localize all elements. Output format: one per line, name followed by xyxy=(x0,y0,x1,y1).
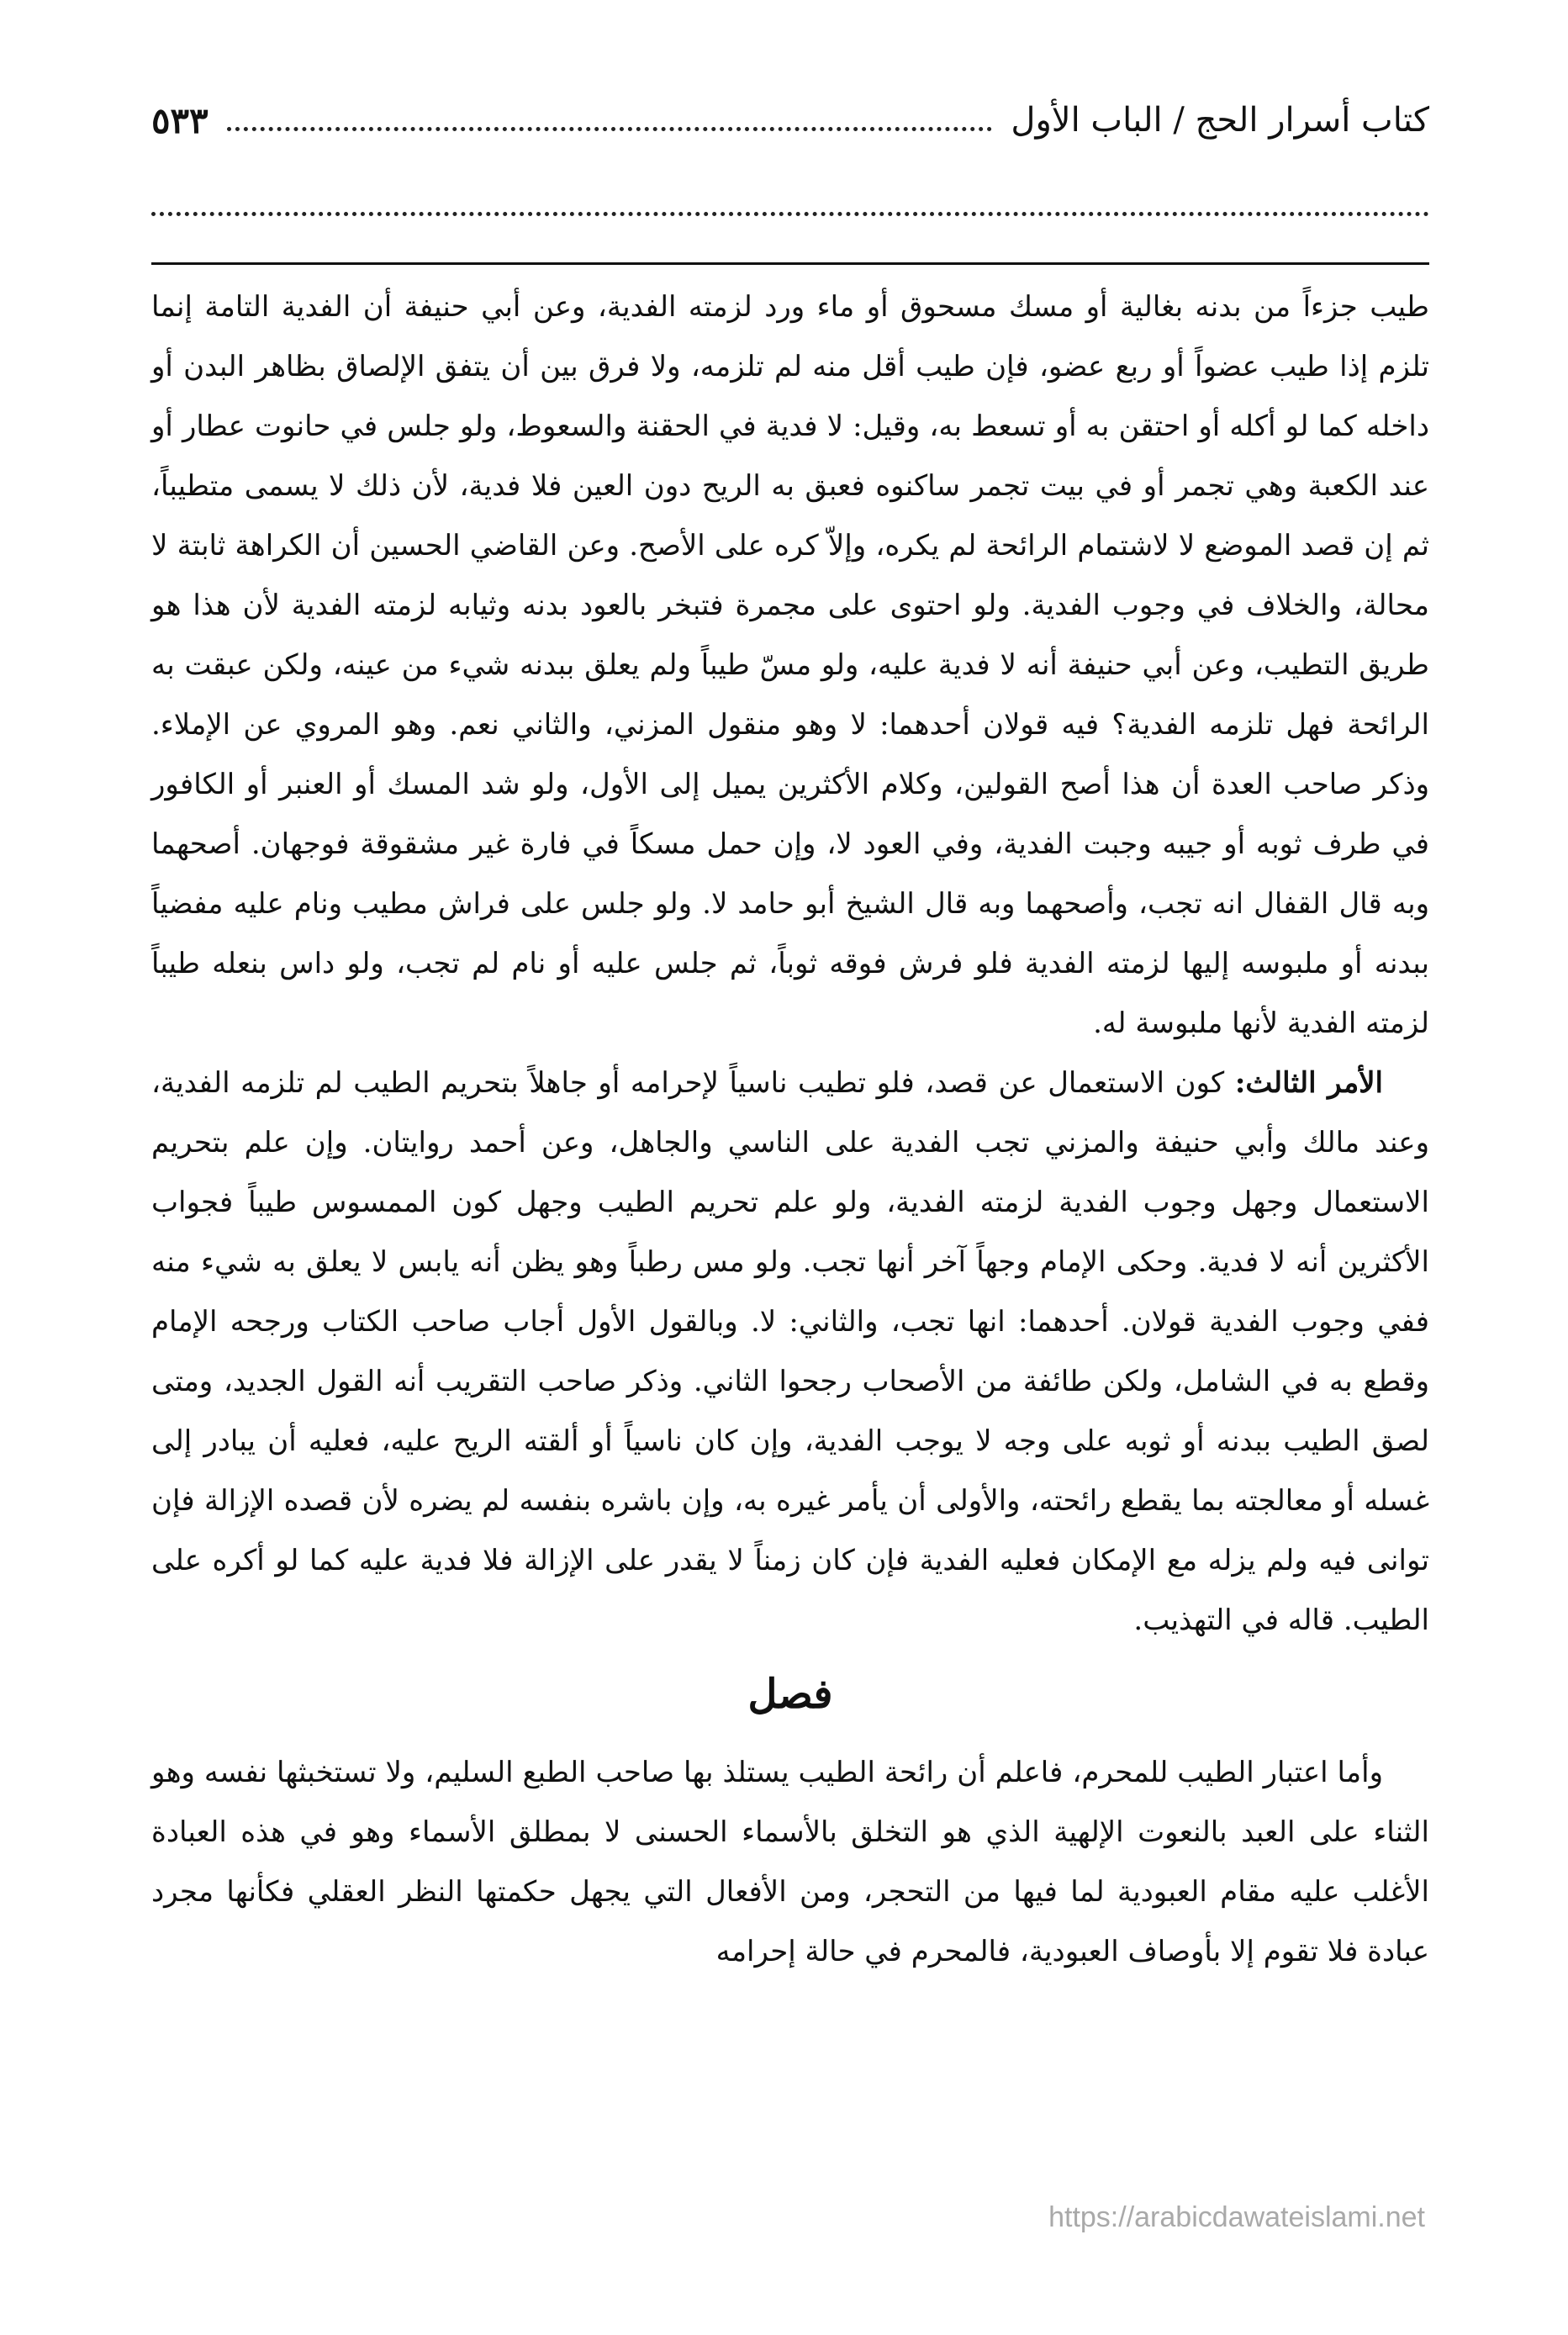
header-rule xyxy=(151,262,1429,265)
paragraph-2-text: كون الاستعمال عن قصد، فلو تطيب ناسياً لإحرامه أو جاهلاً بتحريم الطيب لم تلزمه الفدية، وعند مالك وأبي حنيفة والمزني تجب الفدية على الناسي والجاهل، وعن أحمد روايتان. وإن علم بتحريم الاستعمال وجهل وجوب الفدية لزمته الفدية، ولو علم تحريم الطيب وجهل كون الممسوس طيباً فجواب الأكثرين أنه لا فدية. وحكى الإمام وجهاً آخر أنها تجب. ولو مس رطباً وهو يظن أنه يابس لا يعلق به شيء منه ففي وجوب الفدية قولان. أحدهما: انها تجب، والثاني: لا. وبالقول الأول أجاب صاحب الكتاب ورجحه الإمام وقطع به في الشامل، ولكن طائفة من الأصحاب رجحوا الثاني. وذكر صاحب التقريب أنه القول الجديد، ومتى لصق الطيب ببدنه أو ثوبه على وجه لا يوجب الفدية، وإن كان ناسياً أو ألقته الريح عليه، فعليه أن يبادر إلى غسله أو معالجته بما يقطع رائحته، والأولى أن يأمر غيره به، وإن باشره بنفسه لم يضره لأن قصده الإزالة فإن توانى فيه ولم يزله مع الإمكان فعليه الفدية فإن كان زمناً لا يقدر على الإزالة فلا فدية عليه كما لو أكره على الطيب. قاله في التهذيب. xyxy=(151,1066,1429,1637)
header-dot-leader xyxy=(227,127,993,131)
paragraph-1: طيب جزءاً من بدنه بغالية أو مسك مسحوق أو ماء ورد لزمته الفدية، وعن أبي حنيفة أن الفدية التامة إنما تلزم إذا طيب عضواً أو ربع عضو، فإن طيب أقل منه لم تلزمه، ولا فرق بين أن يتفق الإلصاق بظاهر البدن أو داخله كما لو أكله أو احتقن به أو تسعط به، وقيل: لا فدية في الحقنة والسعوط، ولو جلس في حانوت عطار أو عند الكعبة وهي تجمر أو في بيت تجمر ساكنوه فعبق به الريح دون العين فلا فدية، لأن ذلك لا يسمى متطيباً، ثم إن قصد الموضع لا لاشتمام الرائحة لم يكره، وإلاّ كره على الأصح. وعن القاضي الحسين أن الكراهة ثابتة لا محالة، والخلاف في وجوب الفدية. ولو احتوى على مجمرة فتبخر بالعود بدنه وثيابه لزمته الفدية لأن هذا هو طريق التطيب، وعن أبي حنيفة أنه لا فدية عليه، ولو مسّ طيباً ولم يعلق ببدنه شيء من عينه، ولكن عبقت به الرائحة فهل تلزمه الفدية؟ فيه قولان أحدهما: لا وهو منقول المزني، والثاني نعم. وهو المروي عن الإملاء. وذكر صاحب العدة أن هذا أصح القولين، وكلام الأكثرين يميل إلى الأول، ولو شد المسك أو العنبر أو الكافور في طرف ثوبه أو جيبه وجبت الفدية، وفي العود لا، وإن حمل مسكاً في فارة غير مشقوقة فوجهان. أصحهما وبه قال القفال انه تجب، وأصحهما وبه قال الشيخ أبو حامد لا. ولو جلس على فراش مطيب ونام عليه مفضياً ببدنه أو ملبوسه إليها لزمته الفدية فلو فرش فوقه ثوباً، ثم جلس عليه أو نام لم تجب، ولو داس بنعله طيباً لزمته الفدية لأنها ملبوسة له. xyxy=(151,290,1429,1040)
page-body xyxy=(151,277,1429,1982)
paragraph-2 xyxy=(151,1054,1429,1651)
paragraph-2-term: الأمر الثالث: xyxy=(1234,1066,1383,1100)
page-number: ٥٣٣ xyxy=(151,99,209,141)
paragraph-3: وأما اعتبار الطيب للمحرم، فاعلم أن رائحة الطيب يستلذ بها صاحب الطبع السليم، ولا تستخبثها نفسه وهو الثناء على العبد بالنعوت الإلهية الذي هو التخلق بالأسماء الحسنى لا بمطلق الأسماء وهو في هذه العبادة الأغلب عليه مقام العبودية لما فيها من التحجر، ومن الأفعال التي يجهل حكمتها النظر العقلي فكأنها مجرد عبادة فلا تقوم إلا بأوصاف العبودية، فالمحرم في حالة إحرامه xyxy=(151,1756,1429,1968)
header-title: كتاب أسرار الحج / الباب الأول xyxy=(1011,101,1429,140)
running-header xyxy=(151,91,1429,150)
section-heading: فصل xyxy=(747,1671,833,1718)
watermark-url: https://arabicdawateislami.net xyxy=(1048,2201,1425,2233)
dotted-separator xyxy=(151,212,1429,216)
